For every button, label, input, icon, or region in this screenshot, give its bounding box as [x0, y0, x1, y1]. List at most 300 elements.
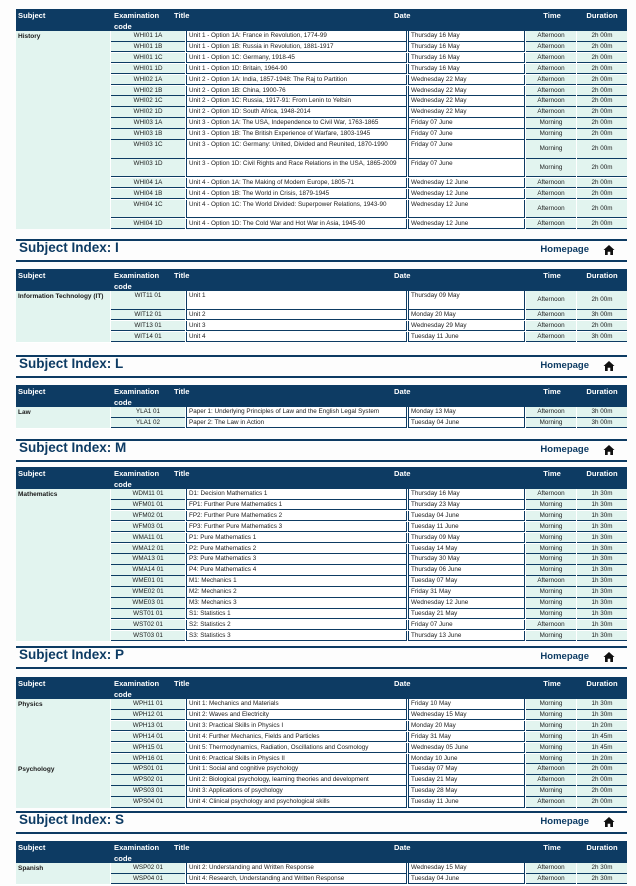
exam-title: Unit 3 [186, 321, 407, 332]
exam-duration: 1h 30m [577, 576, 627, 587]
exam-title: Unit 4 - Option 1C: The World Divided: Superpower Relations, 1943-90 [186, 200, 407, 219]
header-date: Date [394, 469, 411, 478]
exam-title: Unit 2: Biological psychology, learning theories and development [186, 775, 407, 786]
exam-code: WIT12 01 [111, 310, 185, 321]
exam-date: Friday 31 May [408, 587, 525, 598]
exam-duration: 1h 30m [577, 710, 627, 721]
exam-code: WME02 01 [111, 587, 185, 598]
exam-time: Afternoon [526, 874, 576, 885]
header-subject: Subject [18, 271, 46, 280]
exam-title: Unit 2 - Option 1A: India, 1857-1948: The Raj to Partition [186, 75, 407, 86]
exam-title: Unit 1 - Option 1C: Germany, 1918-45 [186, 53, 407, 64]
exam-duration: 2h 00m [577, 107, 627, 118]
exam-title: S3: Statistics 3 [186, 631, 407, 642]
exam-date: Friday 07 June [408, 129, 525, 140]
exam-date: Wednesday 22 May [408, 96, 525, 107]
exam-duration: 1h 30m [577, 699, 627, 710]
exam-code: WMA12 01 [111, 544, 185, 555]
section-header [16, 646, 627, 670]
header-title: Title [174, 387, 190, 396]
exam-title: Unit 1 - Option 1B: Russia in Revolution, 1881-1917 [186, 42, 407, 53]
section-heading: Subject Index: L [19, 356, 124, 371]
exam-time: Morning [526, 565, 576, 576]
header-subject: Subject [18, 843, 46, 852]
exam-time: Morning [526, 118, 576, 129]
exam-time: Afternoon [526, 200, 576, 219]
exam-date: Monday 20 May [408, 310, 525, 321]
exam-code: WHI02 1C [111, 96, 185, 107]
exam-duration: 2h 00m [577, 140, 627, 159]
exam-time: Afternoon [526, 291, 576, 310]
exam-title: Unit 5: Thermodynamics, Radiation, Oscillations and Cosmology [186, 743, 407, 754]
exam-time: Morning [526, 418, 576, 429]
exam-date: Tuesday 04 June [408, 874, 525, 885]
header-time: Time [543, 11, 561, 20]
exam-duration: 2h 00m [577, 96, 627, 107]
exam-time: Afternoon [526, 576, 576, 587]
exam-duration: 1h 30m [577, 631, 627, 642]
home-icon[interactable] [603, 443, 615, 455]
exam-code: WHI04 1C [111, 200, 185, 219]
table-body [16, 31, 627, 229]
exam-title: Unit 1: Mechanics and Materials [186, 699, 407, 710]
exam-time: Morning [526, 544, 576, 555]
exam-title: Unit 6: Practical Skills in Physics II [186, 754, 407, 765]
home-icon[interactable] [603, 243, 615, 255]
exam-code: WST01 01 [111, 609, 185, 620]
exam-date: Tuesday 07 May [408, 764, 525, 775]
exam-duration: 1h 30m [577, 620, 627, 631]
exam-duration: 1h 30m [577, 544, 627, 555]
exam-date: Wednesday 15 May [408, 710, 525, 721]
home-icon[interactable] [603, 815, 615, 827]
exam-time: Afternoon [526, 321, 576, 332]
exam-date: Wednesday 12 June [408, 219, 525, 230]
subject-name: Information Technology (IT) [16, 291, 110, 342]
subject-name: Spanish [16, 863, 110, 884]
exam-duration: 2h 00m [577, 775, 627, 786]
exam-code: WSP02 01 [111, 863, 185, 874]
exam-date: Tuesday 11 June [408, 332, 525, 343]
exam-title: Unit 4 - Option 1D: The Cold War and Hot War in Asia, 1945-90 [186, 219, 407, 230]
exam-duration: 2h 00m [577, 797, 627, 808]
exam-time: Morning [526, 140, 576, 159]
header-duration: Duration [586, 11, 618, 20]
exam-duration: 3h 00m [577, 310, 627, 321]
exam-time: Afternoon [526, 489, 576, 500]
exam-code: WPH13 01 [111, 721, 185, 732]
subject-name: Mathematics [16, 489, 110, 641]
exam-duration: 2h 30m [577, 863, 627, 874]
exam-title: Unit 4 - Option 1A: The Making of Modern Europe, 1805-71 [186, 178, 407, 189]
rule [16, 667, 627, 669]
header-title: Title [174, 11, 190, 20]
exam-date: Wednesday 29 May [408, 321, 525, 332]
header-duration: Duration [586, 271, 618, 280]
homepage-link[interactable]: Homepage [540, 816, 589, 827]
exam-title: Unit 1: Social and cognitive psychology [186, 764, 407, 775]
exam-duration: 1h 20m [577, 721, 627, 732]
exam-time: Afternoon [526, 96, 576, 107]
exam-duration: 1h 30m [577, 533, 627, 544]
section-header [16, 439, 627, 463]
exam-duration: 2h 00m [577, 219, 627, 230]
exam-code: WSP04 01 [111, 874, 185, 885]
exam-code: YLA1 01 [111, 407, 185, 418]
exam-table [16, 269, 627, 343]
header-duration: Duration [586, 679, 618, 688]
section-heading: Subject Index: I [19, 240, 119, 255]
exam-title: Unit 2 - Option 1D: South Africa, 1948-2014 [186, 107, 407, 118]
exam-time: Afternoon [526, 863, 576, 874]
exam-time: Afternoon [526, 75, 576, 86]
exam-date: Thursday 06 June [408, 565, 525, 576]
header-title: Title [174, 679, 190, 688]
exam-code: WHI03 1A [111, 118, 185, 129]
exam-title: P1: Pure Mathematics 1 [186, 533, 407, 544]
header-time: Time [543, 387, 561, 396]
header-title: Title [174, 271, 190, 280]
exam-code: WPS04 01 [111, 797, 185, 808]
exam-date: Wednesday 15 May [408, 863, 525, 874]
exam-code: WHI01 1D [111, 64, 185, 75]
exam-title: D1: Decision Mathematics 1 [186, 489, 407, 500]
exam-code: YLA1 02 [111, 418, 185, 429]
exam-title: P2: Pure Mathematics 2 [186, 544, 407, 555]
exam-date: Tuesday 04 June [408, 418, 525, 429]
header-time: Time [543, 679, 561, 688]
exam-code: WHI04 1D [111, 219, 185, 230]
table-body [16, 699, 627, 808]
header-code: Examination code [114, 679, 160, 699]
exam-time: Morning [526, 631, 576, 642]
exam-table [16, 677, 627, 808]
exam-title: M3: Mechanics 3 [186, 598, 407, 609]
exam-duration: 2h 00m [577, 291, 627, 310]
exam-date: Thursday 16 May [408, 53, 525, 64]
header-code: Examination code [114, 387, 160, 407]
exam-time: Afternoon [526, 53, 576, 64]
exam-date: Wednesday 12 June [408, 200, 525, 219]
table-body [16, 291, 627, 343]
homepage-link[interactable]: Homepage [540, 651, 589, 662]
exam-title: FP1: Further Pure Mathematics 1 [186, 500, 407, 511]
table-header [16, 467, 627, 489]
exam-title: Unit 1 - Option 1D: Britain, 1964-90 [186, 64, 407, 75]
exam-duration: 3h 00m [577, 407, 627, 418]
exam-title: P3: Pure Mathematics 3 [186, 554, 407, 565]
exam-time: Morning [526, 511, 576, 522]
exam-date: Friday 10 May [408, 699, 525, 710]
exam-duration: 2h 00m [577, 118, 627, 129]
exam-title: Unit 3 - Option 1D: Civil Rights and Race Relations in the USA, 1865-2009 [186, 159, 407, 178]
exam-code: WFM03 01 [111, 522, 185, 533]
exam-duration: 1h 30m [577, 565, 627, 576]
exam-duration: 1h 30m [577, 554, 627, 565]
exam-code: WME01 01 [111, 576, 185, 587]
exam-code: WPS03 01 [111, 786, 185, 797]
exam-date: Tuesday 11 June [408, 797, 525, 808]
header-code: Examination code [114, 843, 160, 863]
exam-duration: 2h 00m [577, 178, 627, 189]
exam-duration: 1h 30m [577, 609, 627, 620]
exam-duration: 2h 00m [577, 75, 627, 86]
exam-time: Afternoon [526, 189, 576, 200]
exam-title: Paper 2: The Law in Action [186, 418, 407, 429]
exam-title: Unit 2 [186, 310, 407, 321]
exam-duration: 1h 30m [577, 522, 627, 533]
header-subject: Subject [18, 679, 46, 688]
exam-time: Afternoon [526, 107, 576, 118]
exam-time: Morning [526, 699, 576, 710]
exam-date: Thursday 30 May [408, 554, 525, 565]
exam-date: Thursday 13 June [408, 631, 525, 642]
exam-duration: 1h 30m [577, 587, 627, 598]
exam-title: Unit 3 - Option 1A: The USA, Independence to Civil War, 1763-1865 [186, 118, 407, 129]
exam-title: Unit 3 - Option 1C: Germany: United, Divided and Reunited, 1870-1990 [186, 140, 407, 159]
header-title: Title [174, 843, 190, 852]
exam-date: Friday 07 June [408, 620, 525, 631]
header-duration: Duration [586, 469, 618, 478]
exam-time: Afternoon [526, 797, 576, 808]
exam-code: WPH14 01 [111, 732, 185, 743]
header-subject: Subject [18, 11, 46, 20]
exam-date: Tuesday 14 May [408, 544, 525, 555]
exam-code: WIT13 01 [111, 321, 185, 332]
exam-time: Afternoon [526, 764, 576, 775]
section-header [16, 239, 627, 263]
exam-code: WPH15 01 [111, 743, 185, 754]
exam-time: Morning [526, 587, 576, 598]
home-icon[interactable] [603, 650, 615, 662]
exam-date: Friday 31 May [408, 732, 525, 743]
rule [16, 376, 627, 378]
exam-time: Afternoon [526, 178, 576, 189]
header-time: Time [543, 843, 561, 852]
exam-duration: 1h 45m [577, 732, 627, 743]
exam-code: WFM02 01 [111, 511, 185, 522]
exam-duration: 2h 00m [577, 159, 627, 178]
exam-date: Wednesday 12 June [408, 189, 525, 200]
exam-code: WHI02 1D [111, 107, 185, 118]
exam-time: Afternoon [526, 86, 576, 97]
exam-duration: 2h 00m [577, 53, 627, 64]
homepage-link[interactable]: Homepage [540, 444, 589, 455]
exam-duration: 2h 00m [577, 86, 627, 97]
header-date: Date [394, 11, 411, 20]
exam-date: Thursday 09 May [408, 291, 525, 310]
exam-time: Morning [526, 786, 576, 797]
exam-table [16, 385, 627, 429]
exam-title: Unit 3 - Option 1B: The British Experience of Warfare, 1803-1945 [186, 129, 407, 140]
exam-date: Friday 07 June [408, 159, 525, 178]
exam-code: WHI01 1A [111, 31, 185, 42]
exam-time: Morning [526, 598, 576, 609]
exam-duration: 2h 00m [577, 189, 627, 200]
exam-code: WST03 01 [111, 631, 185, 642]
exam-duration: 2h 00m [577, 786, 627, 797]
header-duration: Duration [586, 843, 618, 852]
exam-duration: 2h 00m [577, 321, 627, 332]
exam-title: Unit 2: Waves and Electricity [186, 710, 407, 721]
table-header [16, 269, 627, 291]
header-date: Date [394, 843, 411, 852]
exam-date: Wednesday 22 May [408, 86, 525, 97]
exam-title: Unit 3: Applications of psychology [186, 786, 407, 797]
exam-date: Tuesday 07 May [408, 576, 525, 587]
exam-code: WST02 01 [111, 620, 185, 631]
exam-table [16, 841, 627, 885]
exam-duration: 2h 00m [577, 64, 627, 75]
exam-time: Afternoon [526, 219, 576, 230]
home-icon[interactable] [603, 359, 615, 371]
exam-date: Wednesday 12 June [408, 598, 525, 609]
table-header [16, 841, 627, 863]
exam-date: Wednesday 12 June [408, 178, 525, 189]
exam-code: WPH11 01 [111, 699, 185, 710]
exam-code: WHI01 1B [111, 42, 185, 53]
exam-code: WDM11 01 [111, 489, 185, 500]
exam-time: Morning [526, 754, 576, 765]
table-header [16, 677, 627, 699]
exam-code: WHI03 1C [111, 140, 185, 159]
exam-code: WHI01 1C [111, 53, 185, 64]
exam-date: Thursday 09 May [408, 533, 525, 544]
homepage-link[interactable]: Homepage [540, 360, 589, 371]
exam-title: Unit 4: Further Mechanics, Fields and Particles [186, 732, 407, 743]
exam-title: FP2: Further Pure Mathematics 2 [186, 511, 407, 522]
exam-code: WPS01 01 [111, 764, 185, 775]
header-time: Time [543, 271, 561, 280]
exam-code: WMA13 01 [111, 554, 185, 565]
exam-code: WIT11 01 [111, 291, 185, 310]
exam-code: WHI04 1B [111, 189, 185, 200]
exam-date: Monday 10 June [408, 754, 525, 765]
exam-duration: 2h 00m [577, 31, 627, 42]
exam-title: P4: Pure Mathematics 4 [186, 565, 407, 576]
exam-code: WHI03 1D [111, 159, 185, 178]
exam-code: WPH16 01 [111, 754, 185, 765]
exam-title: Unit 4 - Option 1B: The World in Crisis, 1879-1945 [186, 189, 407, 200]
header-subject: Subject [18, 469, 46, 478]
exam-code: WMA14 01 [111, 565, 185, 576]
exam-title: Unit 2: Understanding and Written Response [186, 863, 407, 874]
exam-date: Thursday 16 May [408, 489, 525, 500]
exam-duration: 3h 00m [577, 418, 627, 429]
exam-time: Morning [526, 129, 576, 140]
header-code: Examination code [114, 271, 160, 291]
exam-time: Morning [526, 159, 576, 178]
exam-title: Unit 2 - Option 1B: China, 1900-76 [186, 86, 407, 97]
exam-date: Wednesday 22 May [408, 75, 525, 86]
exam-time: Afternoon [526, 775, 576, 786]
exam-code: WMA11 01 [111, 533, 185, 544]
exam-duration: 1h 30m [577, 598, 627, 609]
exam-date: Thursday 23 May [408, 500, 525, 511]
exam-duration: 1h 30m [577, 511, 627, 522]
exam-table [16, 467, 627, 642]
exam-table [16, 9, 627, 229]
exam-date: Tuesday 04 June [408, 511, 525, 522]
header-time: Time [543, 469, 561, 478]
exam-time: Afternoon [526, 407, 576, 418]
header-title: Title [174, 469, 190, 478]
exam-time: Afternoon [526, 310, 576, 321]
exam-date: Thursday 16 May [408, 64, 525, 75]
exam-date: Tuesday 11 June [408, 522, 525, 533]
exam-time: Afternoon [526, 42, 576, 53]
exam-time: Morning [526, 554, 576, 565]
exam-title: Unit 4: Clinical psychology and psychological skills [186, 797, 407, 808]
exam-date: Wednesday 22 May [408, 107, 525, 118]
exam-time: Morning [526, 609, 576, 620]
rule [16, 832, 627, 834]
exam-duration: 3h 00m [577, 332, 627, 343]
section-heading: Subject Index: S [19, 812, 125, 827]
exam-title: Unit 4: Research, Understanding and Written Response [186, 874, 407, 885]
exam-date: Thursday 16 May [408, 31, 525, 42]
exam-time: Afternoon [526, 332, 576, 343]
subject-name: Psychology [16, 764, 110, 807]
exam-title: S1: Statistics 1 [186, 609, 407, 620]
exam-code: WME03 01 [111, 598, 185, 609]
subject-name: History [16, 31, 110, 229]
section-heading: Subject Index: P [19, 647, 125, 662]
header-date: Date [394, 271, 411, 280]
section-header [16, 811, 627, 835]
subject-name: Law [16, 407, 110, 428]
exam-duration: 2h 00m [577, 42, 627, 53]
exam-date: Tuesday 28 May [408, 786, 525, 797]
exam-code: WFM01 01 [111, 500, 185, 511]
header-date: Date [394, 387, 411, 396]
homepage-link[interactable]: Homepage [540, 244, 589, 255]
exam-duration: 2h 00m [577, 764, 627, 775]
header-code: Examination code [114, 469, 160, 489]
exam-title: Unit 4 [186, 332, 407, 343]
header-duration: Duration [586, 387, 618, 396]
exam-time: Morning [526, 710, 576, 721]
table-body [16, 489, 627, 642]
exam-code: WHI02 1A [111, 75, 185, 86]
exam-time: Morning [526, 500, 576, 511]
exam-title: M1: Mechanics 1 [186, 576, 407, 587]
section-header [16, 355, 627, 379]
exam-date: Tuesday 21 May [408, 775, 525, 786]
exam-code: WIT14 01 [111, 332, 185, 343]
exam-duration: 1h 45m [577, 743, 627, 754]
exam-code: WPH12 01 [111, 710, 185, 721]
exam-time: Morning [526, 721, 576, 732]
exam-time: Afternoon [526, 31, 576, 42]
exam-duration: 1h 20m [577, 754, 627, 765]
exam-title: M2: Mechanics 2 [186, 587, 407, 598]
exam-duration: 1h 30m [577, 489, 627, 500]
exam-date: Wednesday 05 June [408, 743, 525, 754]
exam-title: S2: Statistics 2 [186, 620, 407, 631]
exam-title: FP3: Further Pure Mathematics 3 [186, 522, 407, 533]
exam-code: WHI03 1B [111, 129, 185, 140]
exam-duration: 2h 00m [577, 129, 627, 140]
header-code: Examination code [114, 11, 160, 31]
exam-date: Friday 07 June [408, 118, 525, 129]
exam-date: Tuesday 21 May [408, 609, 525, 620]
exam-title: Unit 3: Practical Skills in Physics I [186, 721, 407, 732]
exam-code: WHI04 1A [111, 178, 185, 189]
exam-time: Morning [526, 732, 576, 743]
exam-duration: 2h 00m [577, 200, 627, 219]
section-heading: Subject Index: M [19, 440, 127, 455]
